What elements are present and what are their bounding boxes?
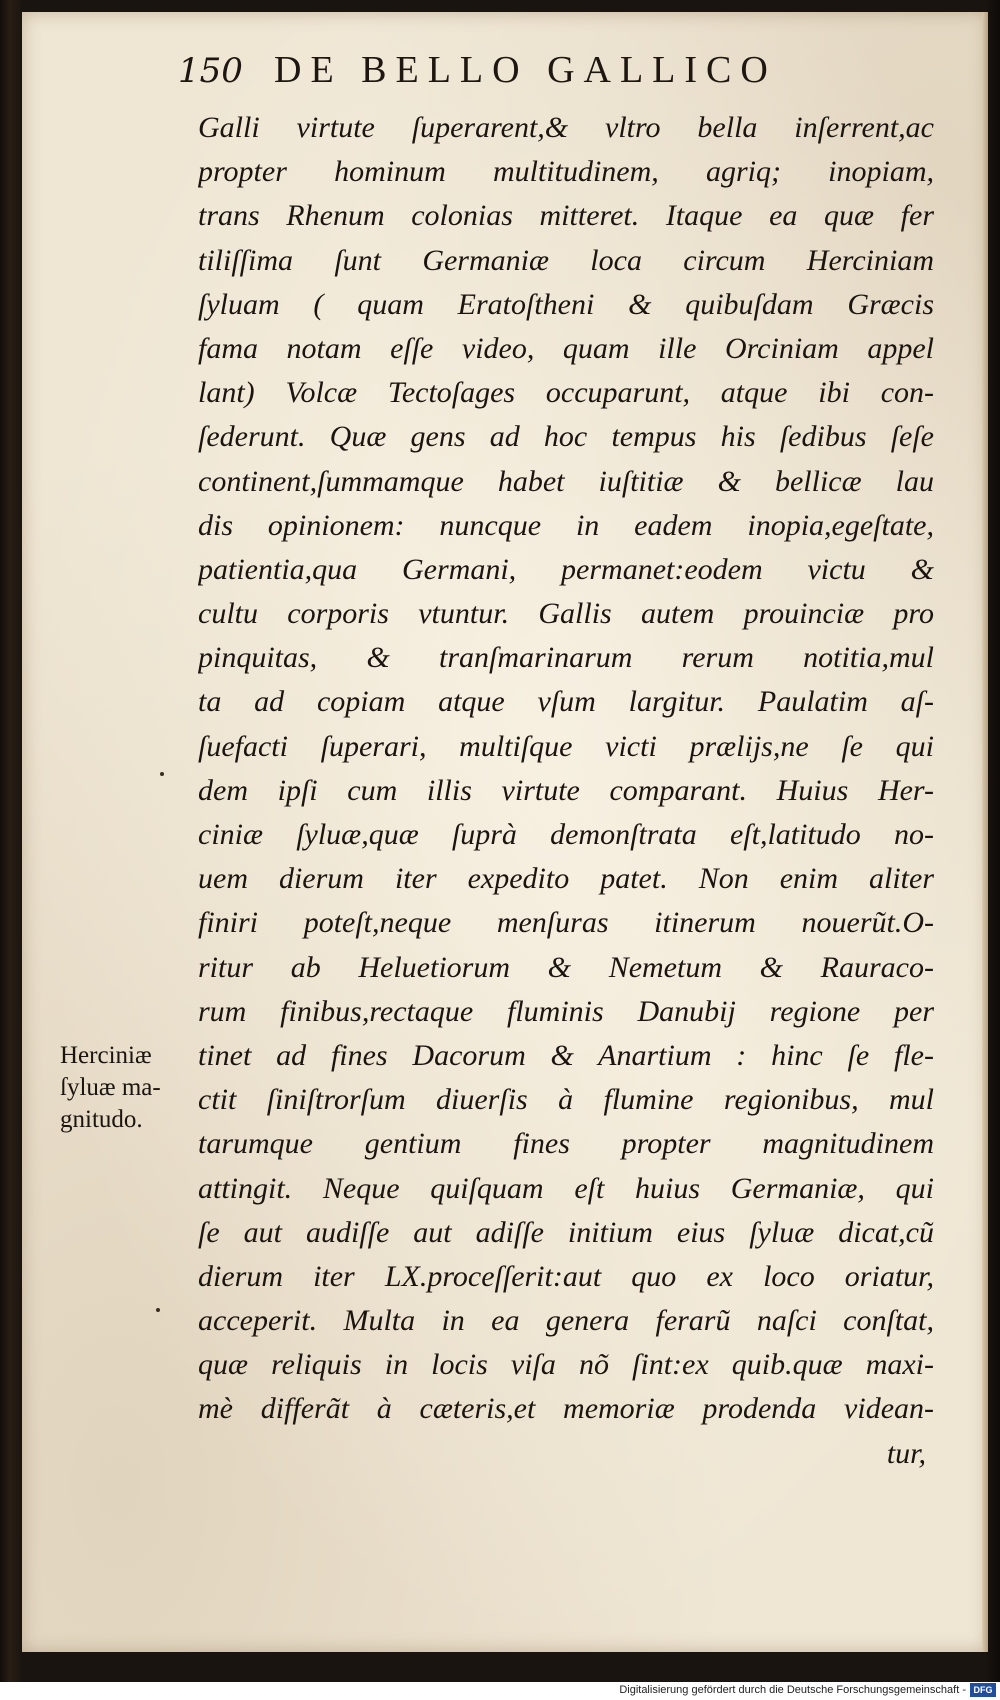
book-page bbox=[22, 12, 988, 1652]
text-line: tiliſſima ſunt Germaniæ loca circum Herciniam bbox=[198, 243, 934, 277]
text-line: dem ipſi cum illis virtute comparant. Huius Her- bbox=[198, 773, 934, 807]
text-line: patientia,qua Germani, permanet:eodem victu & bbox=[198, 552, 934, 586]
text-line: tinet ad fines Dacorum & Anartium : hinc ſe fle- bbox=[198, 1038, 934, 1072]
text-line: mè differãt à cæteris,et memoriæ prodenda videan- bbox=[198, 1392, 934, 1426]
marginal-note bbox=[60, 1040, 200, 1136]
text-line: lant) Volcæ Tectoſages occuparunt, atque ibi con- bbox=[198, 376, 934, 410]
digitization-credit: Digitalisierung gefördert durch die Deutsche Forschungsgemeinschaft - bbox=[619, 1684, 966, 1696]
running-head bbox=[178, 48, 818, 98]
text-line: cultu corporis vtuntur. Gallis autem prouinciæ pro bbox=[198, 597, 934, 631]
text-line: uem dierum iter expedito patet. Non enim aliter bbox=[198, 862, 934, 896]
text-line: rum finibus,rectaque fluminis Danubij regione per bbox=[198, 994, 934, 1028]
text-line: acceperit. Multa in ea genera ferarũ naſci conſtat, bbox=[198, 1304, 934, 1338]
text-line: dis opinionem: nuncque in eadem inopia,egeſtate, bbox=[198, 508, 934, 542]
page-edge bbox=[982, 12, 988, 1652]
text-line: finiri poteſt,neque menſuras itinerum nouerũt.O- bbox=[198, 906, 934, 940]
running-title: DE BELLO GALLICO bbox=[274, 49, 777, 91]
text-line: ſyluam ( quam Eratoſtheni & quibuſdam Græcis bbox=[198, 287, 934, 321]
text-line: ciniæ ſyluæ,quæ ſuprà demonſtrata eſt,latitudo no- bbox=[198, 818, 934, 851]
marginal-note-line: ſyluæ ma- bbox=[60, 1074, 161, 1101]
text-line: ſederunt. Quæ gens ad hoc tempus his ſedibus ſeſe bbox=[198, 420, 934, 454]
text-line: quæ reliquis in locis viſa nõ ſint:ex quib.quæ maxi- bbox=[198, 1348, 934, 1382]
text-line: tarumque gentium fines propter magnitudinem bbox=[198, 1127, 934, 1161]
text-line: ſe aut audiſſe aut adiſſe initium eius ſyluæ dicat,cũ bbox=[198, 1215, 934, 1249]
text-line: trans Rhenum colonias mitteret. Itaque ea quæ fer bbox=[198, 199, 934, 233]
text-line: ta ad copiam atque vſum largitur. Paulatim aſ- bbox=[198, 685, 934, 719]
body-text bbox=[198, 106, 934, 1476]
marginal-note-line: Herciniæ bbox=[60, 1042, 152, 1069]
text-line: pinquitas, & tranſmarinarum rerum notitia,mul bbox=[198, 641, 934, 675]
text-line: tur, bbox=[886, 1436, 926, 1470]
ink-speck bbox=[156, 1308, 160, 1312]
marginal-note-line: gnitudo. bbox=[60, 1106, 143, 1133]
text-line: continent,ſummamque habet iuſtitiæ & bellicæ lau bbox=[198, 464, 934, 498]
text-line: ritur ab Heluetiorum & Nemetum & Rauraco- bbox=[198, 950, 934, 984]
text-line: propter hominum multitudinem, agriq; inopiam, bbox=[198, 155, 934, 189]
page-number: 150 bbox=[178, 51, 243, 91]
text-line: Galli virtute ſuperarent,& vltro bella inſerrent,ac bbox=[198, 111, 934, 144]
text-line: dierum iter LX.proceſſerit:aut quo ex loco oriatur, bbox=[198, 1259, 934, 1293]
text-line: ſuefacti ſuperari, multiſque victi prælijs,ne ſe qui bbox=[198, 729, 934, 763]
text-line: attingit. Neque quiſquam eſt huius Germaniæ, qui bbox=[198, 1171, 934, 1205]
text-line: fama notam eſſe video, quam ille Orciniam appel bbox=[198, 331, 934, 365]
dfg-logo: DFG bbox=[970, 1683, 996, 1697]
text-line: ctit ſiniſtrorſum diuerſis à flumine regionibus, mul bbox=[198, 1083, 934, 1117]
ink-speck bbox=[160, 772, 164, 776]
